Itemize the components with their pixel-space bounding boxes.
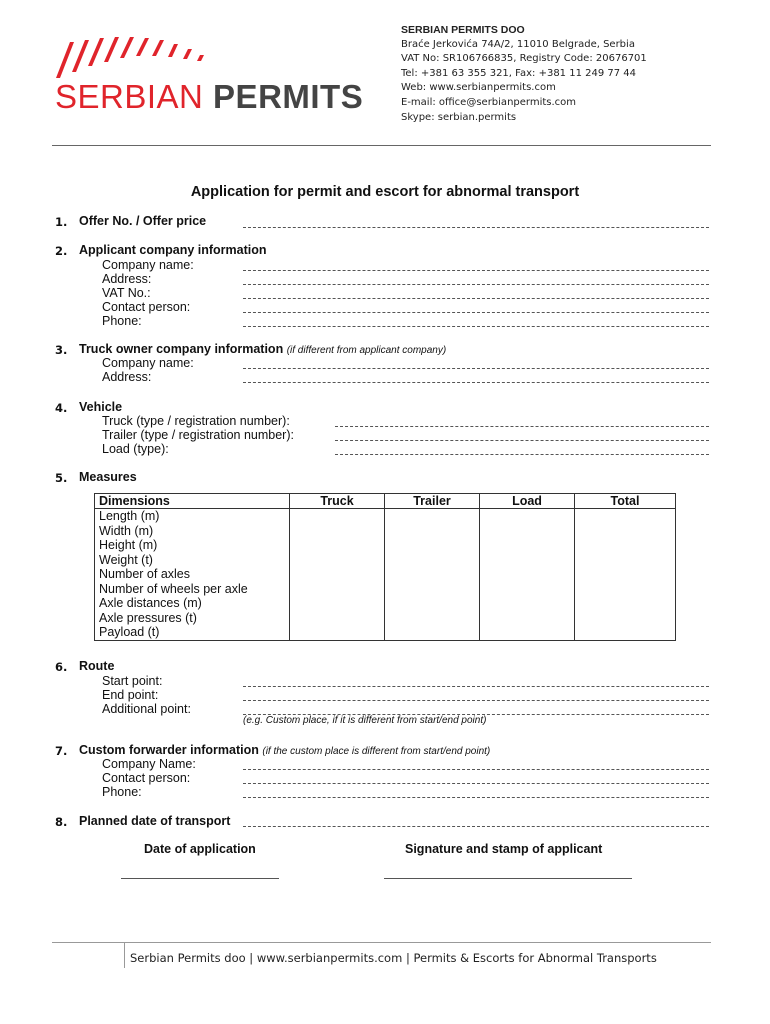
- dim-axles: Number of axles: [99, 567, 191, 581]
- truck-values-cell[interactable]: [290, 509, 385, 641]
- company-email: E-mail: office@serbianpermits.com: [401, 96, 577, 108]
- section-5-number: 5.: [55, 471, 68, 485]
- section-3-note: (if different from applicant company): [286, 345, 447, 356]
- forwarder-phone-field[interactable]: [243, 797, 709, 798]
- header-truck: Truck: [290, 494, 385, 509]
- applicant-company-name-label: Company name:: [102, 258, 194, 272]
- section-1-number: 1.: [55, 215, 68, 229]
- section-1-label: Offer No. / Offer price: [79, 214, 207, 228]
- dim-wheels: Number of wheels per axle: [99, 581, 248, 596]
- logo: [55, 80, 363, 113]
- company-name: SERBIAN PERMITS DOO: [401, 24, 525, 36]
- header-dimensions: Dimensions: [95, 494, 290, 509]
- company-address: Braće Jerkovića 74A/2, 11010 Belgrade, Serbia: [401, 38, 635, 50]
- forwarder-phone-label: Phone:: [102, 785, 142, 799]
- company-skype: Skype: serbian.permits: [401, 111, 517, 123]
- section-3-number: 3.: [55, 343, 68, 357]
- header-trailer: Trailer: [385, 494, 480, 509]
- section-7-title: Custom forwarder information: [79, 743, 259, 757]
- dim-axle-pressures: Axle pressures (t): [99, 610, 197, 625]
- section-7-number: 7.: [55, 744, 68, 758]
- section-4-label: Vehicle: [79, 400, 123, 414]
- applicant-address-field[interactable]: [243, 284, 709, 285]
- applicant-phone-field[interactable]: [243, 326, 709, 327]
- additional-point-label: Additional point:: [102, 702, 191, 716]
- signature-field[interactable]: [384, 878, 632, 879]
- footer-divider: [52, 942, 711, 943]
- owner-address-field[interactable]: [243, 382, 709, 383]
- section-3-title: Truck owner company information: [79, 342, 284, 356]
- dim-width: Width (m): [99, 523, 154, 538]
- section-6-number: 6.: [55, 660, 68, 674]
- logo-text-permits: PERMITS: [213, 78, 364, 115]
- forwarder-contact-field[interactable]: [243, 783, 709, 784]
- logo-stripes-icon: [52, 28, 212, 78]
- load-values-cell[interactable]: [480, 509, 575, 641]
- header-total: Total: [575, 494, 676, 509]
- header-load: Load: [480, 494, 575, 509]
- owner-company-name-field[interactable]: [243, 368, 709, 369]
- trailer-type-field[interactable]: [335, 440, 709, 441]
- date-of-application-field[interactable]: [121, 878, 279, 879]
- owner-address-label: Address:: [102, 370, 152, 384]
- section-5-label: Measures: [79, 470, 137, 484]
- start-point-label: Start point:: [102, 674, 163, 688]
- footer-text: Serbian Permits doo | www.serbianpermits.com | Permits & Escorts for Abnormal Transports: [130, 951, 657, 965]
- applicant-phone-label: Phone:: [102, 314, 142, 328]
- applicant-vat-label: VAT No.:: [102, 286, 151, 300]
- trailer-values-cell[interactable]: [385, 509, 480, 641]
- section-6-label: Route: [79, 659, 115, 673]
- date-of-application-label: Date of application: [144, 842, 256, 856]
- signature-label: Signature and stamp of applicant: [405, 842, 603, 856]
- applicant-vat-field[interactable]: [243, 298, 709, 299]
- section-7-note: (if the custom place is different from start/end point): [262, 746, 491, 757]
- end-point-field[interactable]: [243, 700, 709, 701]
- header-divider: [52, 145, 711, 146]
- company-info: [401, 23, 647, 125]
- logo-text-serbian: SERBIAN: [55, 78, 204, 115]
- company-vat: VAT No: SR106766835, Registry Code: 20676701: [401, 53, 647, 65]
- section-7-label: [79, 743, 490, 757]
- forwarder-company-field[interactable]: [243, 769, 709, 770]
- owner-company-name-label: Company name:: [102, 356, 194, 370]
- section-2-label: Applicant company information: [79, 243, 267, 257]
- section-8-number: 8.: [55, 815, 68, 829]
- footer-bar: [124, 942, 125, 968]
- start-point-field[interactable]: [243, 686, 709, 687]
- company-tel: Tel: +381 63 355 321, Fax: +381 11 249 77 44: [401, 67, 637, 79]
- dim-axle-distances: Axle distances (m): [99, 596, 202, 610]
- dim-length: Length (m): [99, 509, 160, 523]
- applicant-contact-field[interactable]: [243, 312, 709, 313]
- section-8-label: Planned date of transport: [79, 814, 231, 828]
- route-note: (e.g. Custom place, if it is different from start/end point): [243, 715, 487, 726]
- measures-table: [94, 493, 676, 641]
- company-web: Web: www.serbianpermits.com: [401, 82, 556, 94]
- measures-header-row: [95, 494, 676, 509]
- section-3-label: [79, 342, 446, 356]
- measures-body-row: [95, 509, 676, 641]
- planned-date-field[interactable]: [243, 826, 709, 827]
- end-point-label: End point:: [102, 688, 159, 702]
- offer-field[interactable]: [243, 227, 709, 228]
- dim-height: Height (m): [99, 538, 158, 552]
- section-2-number: 2.: [55, 244, 68, 258]
- forwarder-company-label: Company Name:: [102, 757, 196, 771]
- total-values-cell[interactable]: [575, 509, 676, 641]
- dim-weight: Weight (t): [99, 552, 153, 567]
- applicant-company-name-field[interactable]: [243, 270, 709, 271]
- truck-type-field[interactable]: [335, 426, 709, 427]
- section-4-number: 4.: [55, 401, 68, 415]
- applicant-address-label: Address:: [102, 272, 152, 286]
- load-type-field[interactable]: [335, 454, 709, 455]
- dim-payload: Payload (t): [99, 625, 160, 639]
- dimensions-list: [95, 509, 290, 641]
- trailer-type-label: Trailer (type / registration number):: [102, 428, 294, 442]
- applicant-contact-label: Contact person:: [102, 300, 191, 314]
- forwarder-contact-label: Contact person:: [102, 771, 191, 785]
- page-title: Application for permit and escort for abnormal transport: [190, 184, 580, 200]
- truck-type-label: Truck (type / registration number):: [102, 414, 290, 428]
- load-type-label: Load (type):: [102, 442, 169, 456]
